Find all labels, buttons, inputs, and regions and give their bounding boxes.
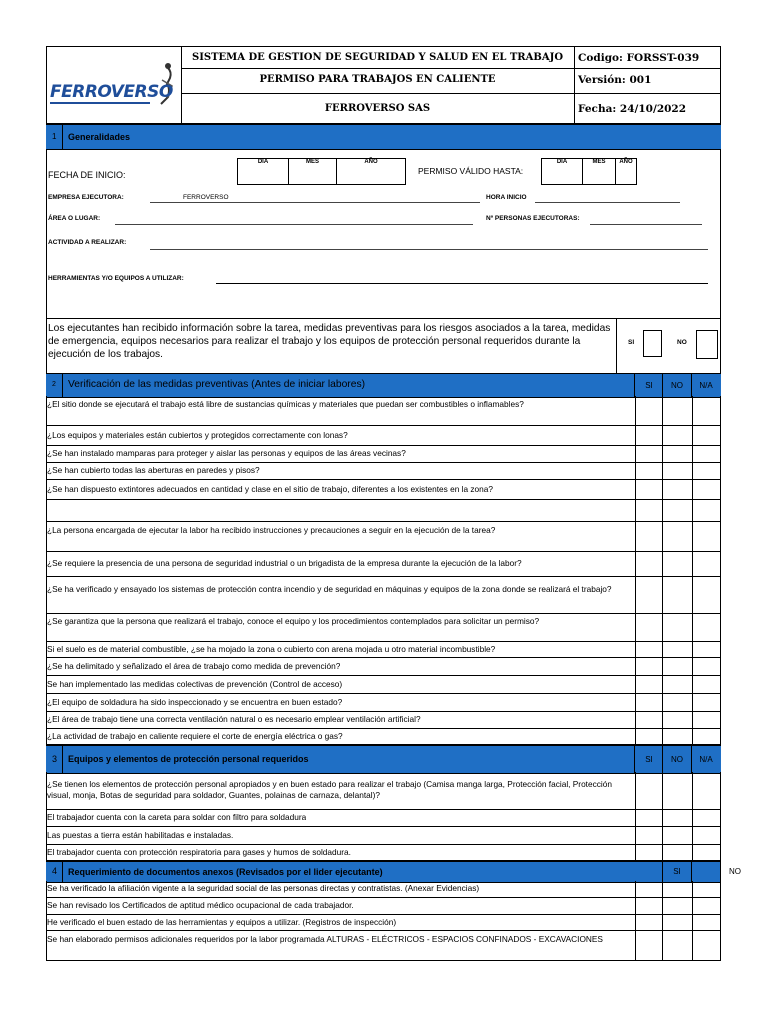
answer-cell[interactable] bbox=[636, 827, 662, 844]
answer-cell[interactable] bbox=[636, 915, 662, 930]
answer-cell[interactable] bbox=[693, 729, 721, 744]
system-title: SISTEMA DE GESTION DE SEGURIDAD Y SALUD EN EL TRABAJO bbox=[191, 52, 564, 63]
question-text: ¿Se tienen los elementos de protección personal apropiados y en buen estado para realizar el trabajo (Camisa manga larga, Protección facial, Protección visual, monja, Botas de seguridad para soldador, Guantes, polainas de carnaza, delantal)? bbox=[47, 779, 612, 800]
answer-cell[interactable] bbox=[693, 915, 721, 930]
answer-cell[interactable] bbox=[636, 712, 662, 728]
question-text: ¿Se requiere la presencia de una persona de seguridad industrial o un brigadista de la empresa durante la ejecución de la labor? bbox=[47, 558, 522, 568]
answer-cell[interactable] bbox=[693, 694, 721, 711]
info-no-label: NO bbox=[677, 339, 687, 346]
hora-inicio-line[interactable] bbox=[535, 202, 680, 203]
section4-bar: 4 Requerimiento de documentos anexos (Revisados por el lider ejecutante) SI NO bbox=[46, 861, 721, 883]
answer-cell[interactable] bbox=[693, 577, 721, 613]
answer-cell[interactable] bbox=[693, 712, 721, 728]
answer-cell[interactable] bbox=[693, 614, 721, 641]
herramientas-line[interactable] bbox=[216, 283, 708, 284]
answer-cell[interactable] bbox=[693, 463, 721, 479]
answer-cell[interactable] bbox=[663, 577, 692, 613]
actividad-label: ACTIVIDAD A REALIZAR: bbox=[48, 239, 127, 246]
answer-cell[interactable] bbox=[693, 642, 721, 657]
section2-bar: 2 Verificación de las medidas preventivas (Antes de iniciar labores) SI NO N/A bbox=[46, 373, 721, 398]
answer-cell[interactable] bbox=[636, 446, 662, 462]
section2-title: Verificación de las medidas preventivas (Antes de iniciar labores) bbox=[68, 379, 366, 390]
table-row bbox=[46, 500, 721, 522]
table-row bbox=[46, 577, 721, 614]
question-text: ¿La persona encargada de ejecutar la labor ha recibido instrucciones y precauciones a seguir en la ejecución de la tarea? bbox=[47, 525, 496, 535]
answer-cell[interactable] bbox=[636, 614, 662, 641]
fecha-inicio-dia[interactable]: DIA bbox=[237, 158, 289, 185]
personas-label: Nº PERSONAS EJECUTORAS: bbox=[486, 215, 580, 222]
question-text: ¿El sitio donde se ejecutará el trabajo está libre de sustancias químicas y materiales que puedan ser combustibles o inflamables? bbox=[47, 399, 524, 409]
valido-hasta-mes[interactable]: MES bbox=[582, 158, 616, 185]
question-text: Se ha verificado la afiliación vigente a la seguridad social de las personas directas y contratistas. (Anexar Evidencias) bbox=[47, 883, 480, 893]
answer-cell[interactable] bbox=[636, 845, 662, 860]
herramientas-label: HERRAMIENTAS Y/O EQUIPOS A UTILIZAR: bbox=[48, 275, 184, 282]
fecha-inicio-anio[interactable]: AÑO bbox=[336, 158, 406, 185]
answer-cell[interactable] bbox=[663, 827, 692, 844]
answer-cell[interactable] bbox=[663, 426, 692, 445]
question-text: Si el suelo es de material combustible, ¿se ha mojado la zona o cubierto con arena mojada u otro material incombustible? bbox=[47, 644, 496, 654]
answer-cell[interactable] bbox=[663, 522, 692, 551]
answer-cell[interactable] bbox=[636, 694, 662, 711]
info-si-checkbox[interactable] bbox=[643, 330, 662, 357]
section3-bar: 3 Equipos y elementos de protección personal requeridos SI NO N/A bbox=[46, 745, 721, 774]
answer-cell[interactable] bbox=[636, 898, 662, 914]
answer-cell[interactable] bbox=[693, 446, 721, 462]
company-logo bbox=[50, 60, 178, 108]
document-version: Versión: 001 bbox=[578, 74, 652, 86]
answer-cell[interactable] bbox=[693, 676, 721, 693]
empresa-label: EMPRESA EJECUTORA: bbox=[48, 194, 124, 201]
answer-cell[interactable] bbox=[663, 614, 692, 641]
answer-cell[interactable] bbox=[693, 881, 721, 897]
question-text: Se han implementado las medidas colectivas de prevención (Control de acceso) bbox=[47, 679, 343, 689]
answer-cell[interactable] bbox=[636, 426, 662, 445]
answer-cell[interactable] bbox=[663, 552, 692, 576]
answer-cell[interactable] bbox=[663, 463, 692, 479]
question-text: ¿El área de trabajo tiene una correcta ventilación natural o es necesario emplear ventilación artificial? bbox=[47, 714, 421, 724]
hora-inicio-label: HORA INICIO bbox=[486, 194, 527, 201]
fecha-inicio-label: FECHA DE INICIO: bbox=[48, 170, 126, 180]
answer-cell[interactable] bbox=[693, 658, 721, 675]
answer-cell[interactable] bbox=[693, 772, 721, 809]
answer-cell[interactable] bbox=[693, 810, 721, 826]
answer-cell[interactable] bbox=[693, 898, 721, 914]
question-text: ¿Se ha delimitado y señalizado el área de trabajo como medida de prevención? bbox=[47, 661, 341, 671]
answer-cell[interactable] bbox=[693, 426, 721, 445]
question-text: ¿Se han instalado mamparas para proteger y aislar las personas y equipos de las áreas vecinas? bbox=[47, 448, 406, 458]
question-text: El trabajador cuenta con la careta para soldar con filtro para soldadura bbox=[47, 812, 307, 822]
question-text: ¿Se ha verificado y ensayado los sistemas de protección contra incendio y de seguridad en máquinas y equipos de la zona donde se realizará el trabajo? bbox=[47, 584, 612, 594]
answer-cell[interactable] bbox=[636, 658, 662, 675]
answer-cell[interactable] bbox=[636, 463, 662, 479]
answer-cell[interactable] bbox=[636, 500, 662, 521]
fecha-inicio-mes[interactable]: MES bbox=[288, 158, 337, 185]
answer-cell[interactable] bbox=[636, 810, 662, 826]
question-text: Las puestas a tierra están habilitadas e instaladas. bbox=[47, 830, 234, 840]
document-code: Codigo: FORSST-039 bbox=[578, 52, 700, 64]
answer-cell[interactable] bbox=[663, 881, 692, 897]
answer-cell[interactable] bbox=[663, 446, 692, 462]
logo-text: FERROVERSO bbox=[50, 82, 173, 102]
answer-cell[interactable] bbox=[636, 577, 662, 613]
question-text: ¿La actividad de trabajo en caliente requiere el corte de energía eléctrica o gas? bbox=[47, 731, 343, 741]
answer-cell[interactable] bbox=[693, 396, 721, 425]
question-text: ¿Se han cubierto todas las aberturas en paredes y pisos? bbox=[47, 465, 260, 475]
valido-hasta-anio[interactable]: AÑO bbox=[615, 158, 637, 185]
answer-cell[interactable] bbox=[663, 915, 692, 930]
answer-cell[interactable] bbox=[663, 712, 692, 728]
empresa-line bbox=[150, 202, 480, 203]
section1-title: Generalidades bbox=[68, 132, 131, 142]
answer-cell[interactable] bbox=[693, 500, 721, 521]
answer-cell[interactable] bbox=[663, 694, 692, 711]
answer-cell[interactable] bbox=[693, 827, 721, 844]
valido-hasta-dia[interactable]: DIA bbox=[541, 158, 583, 185]
answer-cell[interactable] bbox=[693, 480, 721, 499]
answer-cell[interactable] bbox=[663, 658, 692, 675]
info-text: Los ejecutantes han recibido información sobre la tarea, medidas preventivas para los riesgos asociados a la tarea, medidas de emergencia, equipos necesarios para realizar el trabajo y los equipos de protección personal requeridos durante la ejecución de los trabajos. bbox=[48, 323, 611, 360]
info-no-checkbox[interactable] bbox=[696, 330, 718, 359]
answer-cell[interactable] bbox=[693, 552, 721, 576]
empresa-value[interactable]: FERROVERSO bbox=[183, 194, 229, 201]
company-name: FERROVERSO SAS bbox=[324, 103, 431, 114]
answer-cell[interactable] bbox=[663, 642, 692, 657]
answer-cell[interactable] bbox=[663, 898, 692, 914]
question-text: ¿Se han dispuesto extintores adecuados en cantidad y clase en el sitio de trabajo, diferentes a los existentes en la zona? bbox=[47, 484, 494, 494]
answer-cell[interactable] bbox=[636, 552, 662, 576]
question-text: ¿Los equipos y materiales están cubiertos y protegidos correctamente con lonas? bbox=[47, 430, 348, 440]
section4-title: Requerimiento de documentos anexos (Revisados por el lider ejecutante) bbox=[68, 867, 383, 877]
question-text: Se han elaborado permisos adicionales requeridos por la labor programada ALTURAS - ELÉCTRICOS - ESPACIOS CONFINADOS - EXCAVACIONES bbox=[47, 934, 603, 944]
info-si-label: SI bbox=[628, 339, 635, 346]
answer-cell[interactable] bbox=[636, 396, 662, 425]
question-text: El trabajador cuenta con protección respiratoria para gases y humos de soldadura. bbox=[47, 847, 351, 857]
answer-cell[interactable] bbox=[636, 729, 662, 744]
question-text: ¿El equipo de soldadura ha sido inspeccionado y se encuentra en buen estado? bbox=[47, 697, 343, 707]
answer-cell[interactable] bbox=[663, 480, 692, 499]
personas-line[interactable] bbox=[590, 224, 702, 225]
permit-title: PERMISO PARA TRABAJOS EN CALIENTE bbox=[259, 74, 496, 85]
actividad-line[interactable] bbox=[150, 249, 708, 250]
document-date: Fecha: 24/10/2022 bbox=[578, 103, 687, 115]
question-text: ¿Se garantiza que la persona que realizará el trabajo, conoce el equipo y los procedimientos contemplados para solicitar un permiso? bbox=[47, 616, 540, 626]
answer-cell[interactable] bbox=[693, 931, 721, 960]
question-text: Se han revisado los Certificados de aptitud médico ocupacional de cada trabajador. bbox=[47, 900, 354, 910]
answer-cell[interactable] bbox=[636, 881, 662, 897]
answer-cell[interactable] bbox=[636, 480, 662, 499]
area-label: ÁREA O LUGAR: bbox=[48, 215, 101, 222]
answer-cell[interactable] bbox=[663, 845, 692, 860]
answer-cell[interactable] bbox=[636, 676, 662, 693]
valido-hasta-label: PERMISO VÁLIDO HASTA: bbox=[418, 166, 524, 176]
answer-cell[interactable] bbox=[693, 522, 721, 551]
answer-cell[interactable] bbox=[663, 676, 692, 693]
answer-cell[interactable] bbox=[663, 772, 692, 809]
answer-cell[interactable] bbox=[663, 500, 692, 521]
answer-cell[interactable] bbox=[636, 772, 662, 809]
answer-cell[interactable] bbox=[663, 396, 692, 425]
answer-cell[interactable] bbox=[663, 931, 692, 960]
area-line[interactable] bbox=[115, 224, 473, 225]
section3-title: Equipos y elementos de protección personal requeridos bbox=[68, 754, 309, 764]
answer-cell[interactable] bbox=[693, 845, 721, 860]
section1-bar: 1 Generalidades bbox=[46, 124, 721, 150]
answer-cell[interactable] bbox=[636, 642, 662, 657]
answer-cell[interactable] bbox=[663, 729, 692, 744]
answer-cell[interactable] bbox=[636, 522, 662, 551]
answer-cell[interactable] bbox=[636, 931, 662, 960]
answer-cell[interactable] bbox=[663, 810, 692, 826]
question-text: He verificado el buen estado de las herramientas y equipos a utilizar. (Registros de inspección) bbox=[47, 917, 397, 927]
